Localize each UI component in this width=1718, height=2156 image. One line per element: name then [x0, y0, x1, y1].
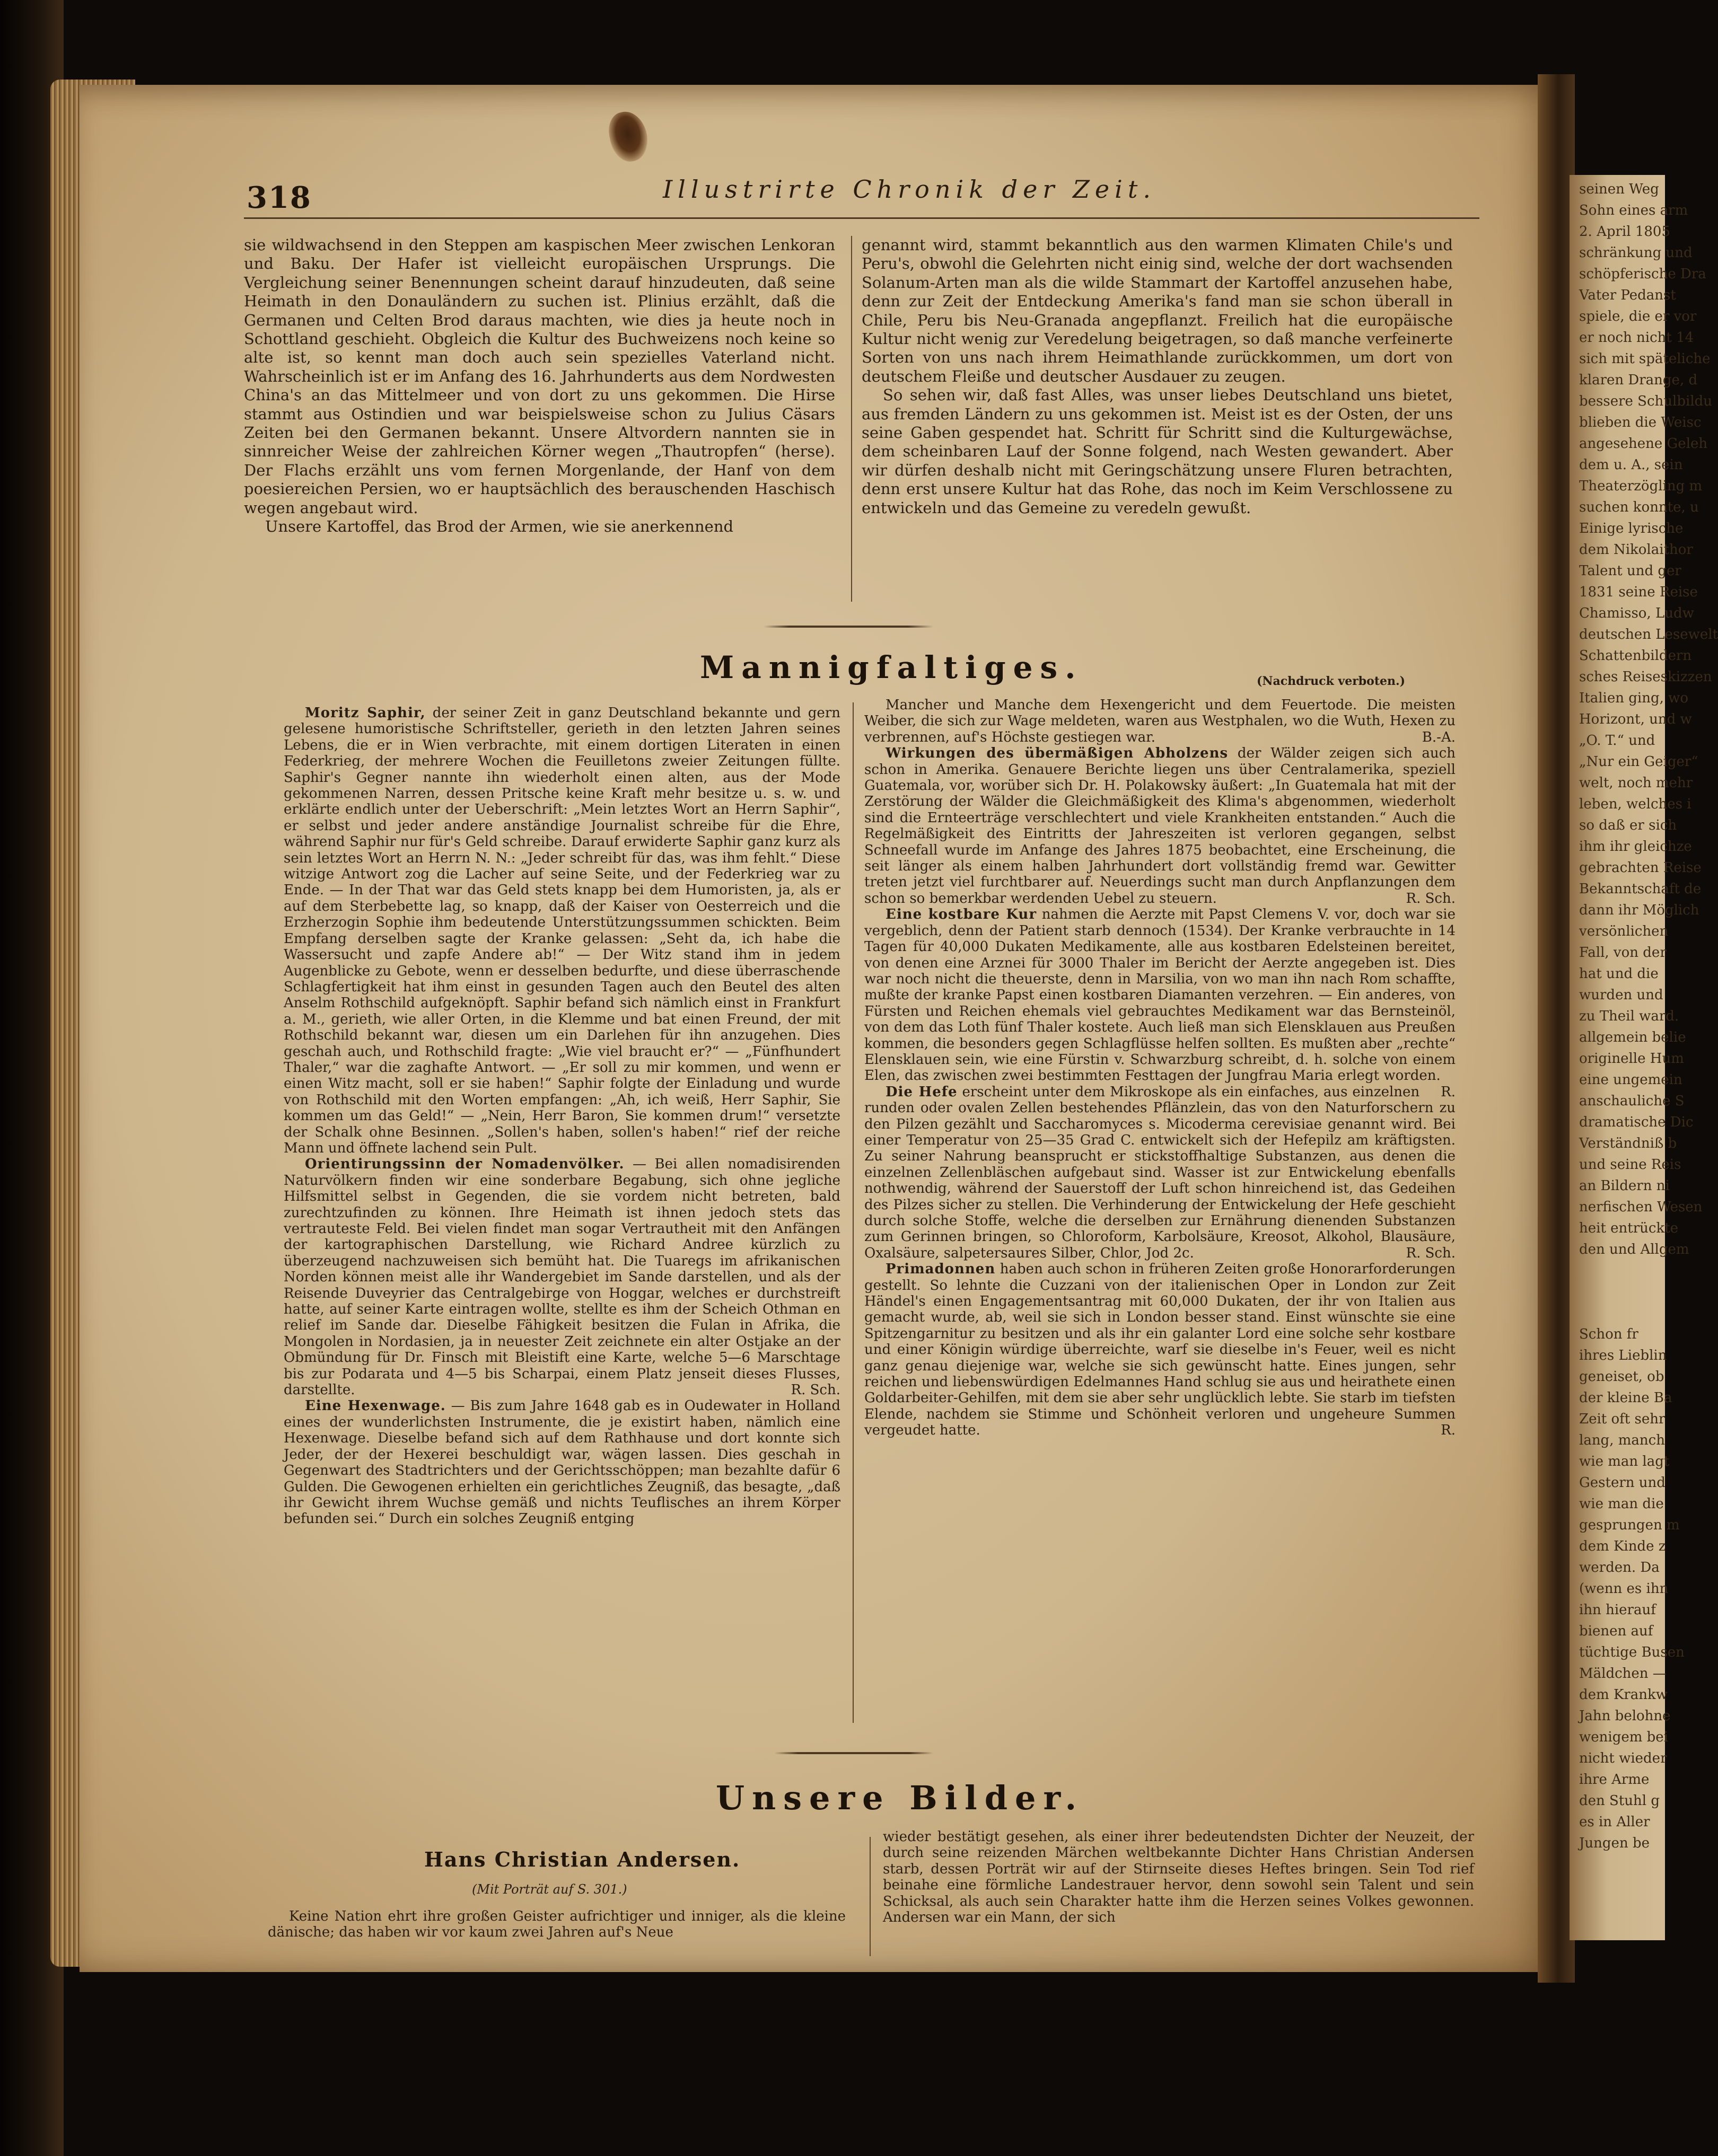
facing-page-line: 2. April 1805: [1579, 224, 1670, 240]
facing-page-line: dann ihr Möglich: [1579, 902, 1699, 918]
mannigfaltiges-left-column: [284, 705, 840, 1527]
facing-page-line: tüchtige Busen: [1579, 1644, 1685, 1660]
facing-page-line: geneiset, ob: [1579, 1369, 1664, 1385]
facing-page-line: Gestern und: [1579, 1475, 1666, 1491]
article-lead: Orientirungssinn der Nomadenvölker.: [305, 1156, 625, 1173]
paragraph: sie wildwachsend in den Steppen am kaspischen Meer zwischen Lenkoran und Baku. Der Hafer ist vielleicht europäischen Ursprungs. Die Vergleichung seiner Benennungen scheint darauf hinzudeuten, daß seine Heimath in den Donauländern zu suchen ist. Plinius erzählt, daß die Germanen und Celten Brod daraus machten, wie dies ja heute noch in Schottland geschieht. Obgleich die Kultur des Buchweizens noch keine so alte ist, so kennt man doch auch sein spezielles Vaterland nicht. Wahrscheinlich ist er im Anfang des 16. Jahrhunderts aus dem Nordwesten China's an das Mittelmeer und von dort zu uns gekommen. Die Hirse stammt aus Ostindien und war beispielsweise schon zu Julius Cäsars Zeiten bei den Germanen bekannt. Unsere Altvordern nannten sie in sinnreicher Weise der zahlreichen Körner wegen „Thautropfen“ (herse). Der Flachs erzählt uns vom fernen Morgenlande, der Hanf von dem poesiereichen Persien, wo er hauptsächlich des berauschenden Haschisch wegen angebaut wird.: [244, 236, 835, 517]
facing-page-line: nerfischen Wesen: [1579, 1199, 1703, 1215]
facing-page-line: Verständniß b: [1579, 1136, 1677, 1151]
paragraph: Unsere Kartoffel, das Brod der Armen, wie sie anerkennend: [265, 517, 734, 536]
facing-page-line: zu Theil ward.: [1579, 1008, 1679, 1024]
article-text: der Wälder zeigen sich auch schon in Amerika. Genauere Berichte liegen uns über Centralamerika, speziell Guatemala, vor, worüber sich Dr. H. Polakowsky äußert: „In Guatemala hat mit der Zerstörung der Wälder die Gleichmäßigkeit des Klima's abgenommen, wiederholt sind die Ernteerträge verschlechtert und viele Krankheiten entstanden.“ Auch die Regelmäßigkeit des Eintritts der Jahreszeiten ist verloren gegangen, selbst Schneefall wurde im Anfange des Jahres 1875 beobachtet, eine Erscheinung, die seit länger als einem halben Jahrhundert dort vollständig fremd war. Gewitter treten jetzt viel furchtbarer auf. Neuerdings sucht man durch Anpflanzungen dem schon so bemerkbar werdenden Uebel zu steuern.: [864, 745, 1456, 907]
article-paragraph: [284, 1398, 840, 1527]
facing-page-line: dem Nikolaithor: [1579, 542, 1693, 558]
facing-page-line: so daß er sich: [1579, 817, 1677, 833]
facing-page-line: „Nur ein Geiger“: [1579, 754, 1698, 770]
article-text: — Bis zum Jahre 1648 gab es in Oudewater in Holland eines der wunderlichsten Instrumente, die je existirt haben, nämlich eine Hexenwage. Dieselbe befand sich auf dem Rathhause und dort konnte sich Jeder, der der Hexerei beschuldigt war, wägen lassen. Dies geschah in Gegenwart des Stadtrichters und der Gerichtsschöppen; man bezahlte dafür 6 Gulden. Die Gewogenen erhielten ein gerichtliches Zeugniß, das besagte, „daß ihr Gewicht ihrem Wuchse gemäß und nichts Teuflisches an ihrem Körper befunden sei.“ Durch ein solches Zeugniß entging: [284, 1398, 840, 1527]
facing-page-line: Schattenbildern: [1579, 648, 1692, 664]
header-rule: [244, 217, 1479, 219]
facing-page-line: hat und die: [1579, 966, 1659, 982]
facing-page-line: angesehene Geleh: [1579, 436, 1708, 452]
facing-page-line: anschauliche S: [1579, 1093, 1685, 1109]
facing-page-line: sich mit späteliche: [1579, 351, 1711, 367]
article-signature: R. Sch.: [1406, 890, 1456, 907]
facing-page-line: Jahn belohne: [1579, 1708, 1671, 1724]
facing-page-line: Theaterzögling m: [1579, 478, 1703, 494]
facing-page-line: wenigem bei: [1579, 1729, 1668, 1745]
facing-page-line: Horizont, und w: [1579, 711, 1692, 727]
facing-page-line: 1831 seine Reise: [1579, 584, 1698, 600]
facing-page-line: Sohn eines arm: [1579, 203, 1688, 218]
facing-page-line: Chamisso, Ludw: [1579, 605, 1694, 621]
facing-page-line: den Stuhl g: [1579, 1793, 1660, 1809]
article-title: Hans Christian Andersen.: [424, 1847, 741, 1871]
article-paragraph: [284, 705, 840, 1156]
article-text: haben auch schon in früheren Zeiten große Honorarforderungen gestellt. So lehnte die Cuzzani von der italienischen Oper in London zur Zeit Händel's einen Engagementsantrag mit 60,000 Dukaten, der ihr von Italien aus gemacht wurde, ab, weil sie sich in London besser stand. Einst wünschte sie eine Spitzengarnitur zu besitzen und als ihr ein galanter Lord eine solche sehr kostbare und einer Königin würdige überreichte, warf sie dieselbe in's Feuer, weil es nicht ganz genau diejenige war, welche sie sich gewünscht hatte. Eines jungen, sehr reichen und liebenswürdigen Edelmannes Hand schlug sie aus und heirathete einen Goldarbeiter-Gehilfen, mit dem sie aber sehr unglücklich lebte. Sie starb im tiefsten Elende, nachdem sie Stimme und Schönheit verloren und ungeheure Summen vergeudet hatte.: [864, 1261, 1456, 1439]
facing-page-line: nicht wieder: [1579, 1750, 1667, 1766]
facing-page-line: Mäldchen —: [1579, 1666, 1667, 1682]
facing-page-line: es in Aller: [1579, 1814, 1650, 1830]
article-lead: Wirkungen des übermäßigen Abholzens: [886, 745, 1229, 762]
bilder-right-column: [883, 1829, 1474, 1925]
paragraph: wieder bestätigt gesehen, als einer ihrer bedeutendsten Dichter der Neuzeit, der durch seine reizenden Märchen weltbekannte Dichter Hans Christian Andersen starb, dessen Porträt wir auf der Stirnseite dieses Heftes bringen. Sein Tod rief beinahe eine förmliche Landestrauer hervor, denn sowohl sein Talent und sein Schicksal, als auch sein Charakter hatte ihm die Herzen seines Volkes gewonnen. Andersen war ein Mann, der sich: [883, 1829, 1474, 1926]
facing-page-line: wie man die: [1579, 1496, 1664, 1512]
facing-page-line: den und Allgem: [1579, 1242, 1689, 1257]
facing-page-line: allgemein belie: [1579, 1029, 1686, 1045]
page-number: 318: [247, 180, 312, 215]
paragraph: Keine Nation ehrt ihre großen Geister aufrichtiger und inniger, als die kleine dänische; das haben wir vor kaum zwei Jahren auf's Neue: [268, 1908, 846, 1941]
facing-page-line: gesprungen m: [1579, 1517, 1680, 1533]
column-divider: [851, 236, 852, 602]
facing-page-line: seinen Weg: [1579, 181, 1659, 197]
article-lead: Eine Hexenwage.: [305, 1398, 446, 1414]
facing-page-line: dem u. A., sein: [1579, 457, 1683, 473]
running-title: Illustrirte Chronik der Zeit.: [663, 175, 1156, 204]
article-paragraph: [864, 1084, 1456, 1261]
facing-page-line: eine ungemein: [1579, 1072, 1682, 1088]
article-text: nahmen die Aerzte mit Papst Clemens V. vor, doch war sie vergeblich, denn der Patient starb dennoch (1534). Der Kranke verbrauchte in 14 Tagen für 40,000 Dukaten Medikamente, alle aus kostbaren Edelsteinen bereitet, von denen eine Arznei für 3000 Thaler im Bericht der Aerzte angegeben ist. Dies war noch nicht die theuerste, denn in Marsilia, von wo man ihn nach Rom schaffte, mußte der kranke Papst einen kostbaren Diamanten verzehren. — Ein anderes, von Fürsten und Reichen ehemals viel gebrauchtes Medikament war das Bernsteinöl, von dem das Loth fünf Thaler kostete. Auch ließ man sich Elensklauen aus Preußen kommen, die besonders gegen Schlagflüsse helfen sollten. Es mußten aber „rechte“ Elensklauen sein, wie eine Fürstin v. Schwarzburg schreibt, d. h. solche von einem Elen, das zwischen zwei bestimmten Festtagen der Jungfrau Maria erlegt worden.: [864, 907, 1456, 1084]
facing-page-line: spiele, die er vor: [1579, 309, 1697, 324]
facing-page-line: und seine Reis: [1579, 1157, 1681, 1173]
mannigfaltiges-right-column: [864, 697, 1456, 1439]
bilder-left-column: [268, 1908, 846, 1941]
facing-page-line: Talent und ger: [1579, 563, 1681, 579]
facing-page-line: dramatische Dic: [1579, 1114, 1694, 1130]
facing-page-line: schränkung und: [1579, 245, 1693, 261]
facing-page-line: originelle Hum: [1579, 1051, 1684, 1067]
top-right-column: [862, 236, 1453, 517]
facing-page-line: (wenn es ihn: [1579, 1581, 1669, 1597]
facing-page-line: werden. Da: [1579, 1560, 1660, 1576]
facing-page-line: bessere Schulbildu: [1579, 393, 1713, 409]
facing-page-line: leben, welches i: [1579, 796, 1691, 812]
facing-page-line: deutschen Lesewelt: [1579, 627, 1718, 643]
facing-page-line: sches Reiseskizzen: [1579, 669, 1712, 685]
paragraph: genannt wird, stammt bekanntlich aus den warmen Klimaten Chile's und Peru's, obwohl die Gelehrten nicht einig sind, welche der dort wachsenden Solanum-Arten man als die wilde Stammart der Kartoffel anzusehen habe, denn zur Zeit der Entdeckung Amerika's fand man sie schon überall in Chile, Peru bis Neu-Granada angepflanzt. Freilich hat die europäische Kultur nicht wenig zur Veredelung beigetragen, so daß manche verfeinerte Sorten von uns nach ihrem Heimathlande zurückkommen, um dort von deutschem Fleiße und deutscher Ausdauer zu zeugen.: [862, 236, 1453, 385]
article-lead: Eine kostbare Kur: [886, 907, 1037, 923]
facing-page-line: heit entrückte: [1579, 1220, 1679, 1236]
facing-page-line: suchen konnte, u: [1579, 499, 1699, 515]
column-divider: [853, 702, 854, 1723]
facing-page-line: ihre Arme: [1579, 1772, 1650, 1788]
facing-page-line: Schon fr: [1579, 1326, 1638, 1342]
article-paragraph: [864, 697, 1456, 745]
facing-page-line: Italien ging, wo: [1579, 690, 1689, 706]
facing-page-line: dem Krankw: [1579, 1687, 1668, 1703]
article-signature: R.: [1441, 1422, 1456, 1439]
facing-page-line: dem Kinde z: [1579, 1538, 1666, 1554]
article-paragraph: [284, 1156, 840, 1398]
facing-page-line: Bekanntschaft de: [1579, 881, 1702, 897]
facing-page-line: wurden und: [1579, 987, 1663, 1003]
facing-page-line: ihm ihr gleichze: [1579, 839, 1692, 855]
reprint-note: (Nachdruck verboten.): [1257, 674, 1406, 688]
article-text: Mancher und Manche dem Hexengericht und dem Feuertode. Die meisten Weiber, die sich zur Wage meldeten, waren aus Westphalen, wo die Wuth, Hexen zu verbrennen, auf's Höchste gestiegen war.: [864, 697, 1456, 745]
facing-page-line: an Bildern ni: [1579, 1178, 1670, 1194]
facing-page-line: der kleine Ba: [1579, 1390, 1672, 1406]
article-signature: R.: [1441, 1084, 1456, 1100]
top-left-column: [244, 236, 835, 536]
facing-page-line: klaren Drange, d: [1579, 372, 1698, 388]
facing-page-line: blieben die Weisc: [1579, 415, 1702, 430]
section-divider: [764, 626, 933, 628]
facing-page-line: versönlichen: [1579, 923, 1669, 939]
article-text: — Bei allen nomadisirenden Naturvölkern finden wir eine sonderbare Begabung, sich ohne jegliche Hilfsmittel selbst in Gegenden, die sie vordem nicht betreten, bald zurechtzufinden zu können. Ihre Heimath ist ihnen jedoch stets das vertrauteste Feld. Bei vielen findet man sogar Vertrautheit mit den Anfängen der kartographischen Darstellung, wie Richard Andree kürzlich zu überzeugend nachzuweisen sich bemüht hat. Die Tuaregs im afrikanischen Norden können meist alle ihr Wandergebiet im Sande darstellen, und als der Reisende Duveyrier das Centralgebirge von Hoggar, welches er durchstreift hatte, auf seiner Karte eintragen wollte, stellte es ihm der Scheich Othman en relief im Sande dar. Dieselbe Fähigkeit besitzen die Fulan in Afrika, die Mongolen in Nordasien, ja in neuester Zeit zeichnete ein alter Ostjake an der Obmündung für Dr. Finsch mit Bleistift eine Karte, welche 5—6 Marschtage bis zur Podarata und 4—5 bis Scharpai, einem Platz jenseit dieses Flusses, darstellte.: [284, 1156, 841, 1398]
facing-page-fragment: [1570, 175, 1718, 1940]
facing-page-line: Jungen be: [1579, 1835, 1650, 1851]
article-text: erscheint unter dem Mikroskope als ein einfaches, aus einzelnen runden oder ovalen Zellen bestehendes Pflänzlein, das von den Naturforschern zu den Pilzen gezählt und Saccharomyces s. Micoderma cerevisiae genannt wird. Bei einer Temperatur von 25—35 Grad C. entwickelt sich der Hefepilz am kräftigsten. Zu seiner Nahrung beansprucht er stickstoffhaltige Substanzen, aus denen die einzelnen Zellenbläschen aufgebaut sind. Wasser ist zur Entwickelung ebenfalls nothwendig, während der Sauerstoff der Luft schon hinreichend ist, das Gedeihen des Pilzes sicher zu stellen. Die Verhinderung der Entwickelung der Hefe geschieht durch solche Stoffe, welche die derselben zur Ernährung dienenden Substanzen zum Gerinnen bringen, so Chloroform, Karbolsäure, Kreosot, Alkohol, Blausäure, Oxalsäure, salpetersaures Silber, Chlor, Jod 2c.: [864, 1084, 1456, 1261]
facing-page-line: „O. T.“ und: [1579, 733, 1655, 749]
facing-page-line: bienen auf: [1579, 1623, 1653, 1639]
facing-page-line: Zeit oft sehr: [1579, 1411, 1666, 1427]
article-lead: Moritz Saphir,: [305, 705, 426, 721]
facing-page-line: wie man lagt: [1579, 1454, 1670, 1469]
facing-page-line: lang, manch: [1579, 1432, 1665, 1448]
facing-page-line: gebrachten Reise: [1579, 860, 1702, 876]
facing-page-line: Einige lyrische: [1579, 521, 1684, 536]
article-lead: Die Hefe: [886, 1084, 958, 1100]
facing-page-line: Vater Pedanst: [1579, 287, 1676, 303]
section-title-mannigfaltiges: Mannigfaltiges.: [700, 649, 1083, 685]
portrait-note: (Mit Porträt auf S. 301.): [472, 1882, 627, 1897]
article-paragraph: [864, 1261, 1456, 1438]
article-lead: Primadonnen: [886, 1261, 996, 1278]
article-signature: B.-A.: [1422, 729, 1456, 745]
facing-page-line: Fall, von der: [1579, 945, 1667, 961]
section-divider: [774, 1752, 933, 1754]
paragraph: So sehen wir, daß fast Alles, was unser liebes Deutschland uns bietet, aus fremden Ländern zu uns gekommen ist. Meist ist es der Osten, der uns seine Gaben gespendet hat. Schritt für Schritt sind die Kulturgewächse, dem scheinbaren Lauf der Sonne folgend, nach Westen gewandert. Aber wir dürfen deshalb nicht mit Geringschätzung unsere Fluren betrachten, denn erst unsere Kultur hat das Rohe, das noch im Keim Verschlossene zu entwickeln und das Gemeine zu veredeln gewußt.: [862, 386, 1453, 517]
article-signature: R. Sch.: [1406, 1245, 1456, 1261]
article-signature: R. Sch.: [791, 1382, 840, 1398]
facing-page-line: ihn hierauf: [1579, 1602, 1656, 1618]
facing-page-line: er noch nicht 14: [1579, 330, 1694, 346]
section-title-unsere-bilder: Unsere Bilder.: [716, 1779, 1084, 1817]
column-divider: [870, 1837, 871, 1956]
facing-page-line: schöpferische Dra: [1579, 266, 1706, 282]
article-paragraph: [864, 745, 1456, 907]
article-text: der seiner Zeit in ganz Deutschland bekannte und gern gelesene humoristische Schriftsteller, gerieth in den letzten Jahren seines Lebens, die er in Wien verbrachte, mit einem dortigen Literaten in einen Federkrieg, der mehrere Wochen die Feuilletons zweier Zeitungen füllte. Saphir's Gegner nannte ihn wiederholt einen alten, aus der Mode gekommenen Narren, dessen Pritsche keine Kraft mehr besitze u. s. w. und erklärte endlich unter der Ueberschrift: „Mein letztes Wort an Herrn Saphir“, er selbst und jeder andere anständige Journalist schreibe für die Ehre, während Saphir nur für's Geld schreibe. Darauf erwiderte Saphir ganz kurz als sein letztes Wort an Herrn N. N.: „Jeder schreibt für das, was ihm fehlt.“ Diese witzige Antwort zog die Lacher auf seine Seite, und der Federkrieg war zu Ende. — In der That war das Geld stets knapp bei dem Humoristen, ja, als er auf dem Sterbebette lag, so knapp, daß der Kaiser von Oesterreich und die Erzherzogin Sophie ihm bedeutende Unterstützungssummen schickten. Beim Empfang derselben sagte der Kranke gelassen: „Seht da, ich habe die Wassersucht und zapfe Andere ab!“ — Der Witz stand ihm in jedem Augenblicke zu Gebote, wenn er desselben bedurfte, und diese überraschende Schlagfertigkeit hat ihm einst in gesunden Tagen auch den Beutel des alten Anselm Rothschild aufgeknöpft. Saphir befand sich nämlich einst in Frankfurt a. M., gerieth, wie aller Orten, in die Klemme und bat einen Freund, der mit Rothschild bekannt war, diesen um ein Darlehen für ihn anzugehen. Dies geschah auch, und Rothschild fragte: „Wie viel braucht er?“ — „Fünfhundert Thaler,“ war die zaghafte Antwort. — „Er soll zu mir kommen, und wenn er einen Witz macht, soll er sie haben!“ Saphir folgte der Einladung und wurde von Rothschild mit den Worten empfangen: „Ah, ich weiß, Herr Saphir, Sie kommen um das Geld!“ — „Nein, Herr Baron, Sie kommen drum!“ versetzte der Schalk ohne Besinnen. „Sollen's haben, sollen's haben!“ rief der reiche Mann und öffnete lachend sein Pult.: [284, 705, 840, 1156]
facing-page-line: welt, noch mehr: [1579, 775, 1693, 791]
facing-page-line: ihres Lieblin: [1579, 1348, 1667, 1363]
